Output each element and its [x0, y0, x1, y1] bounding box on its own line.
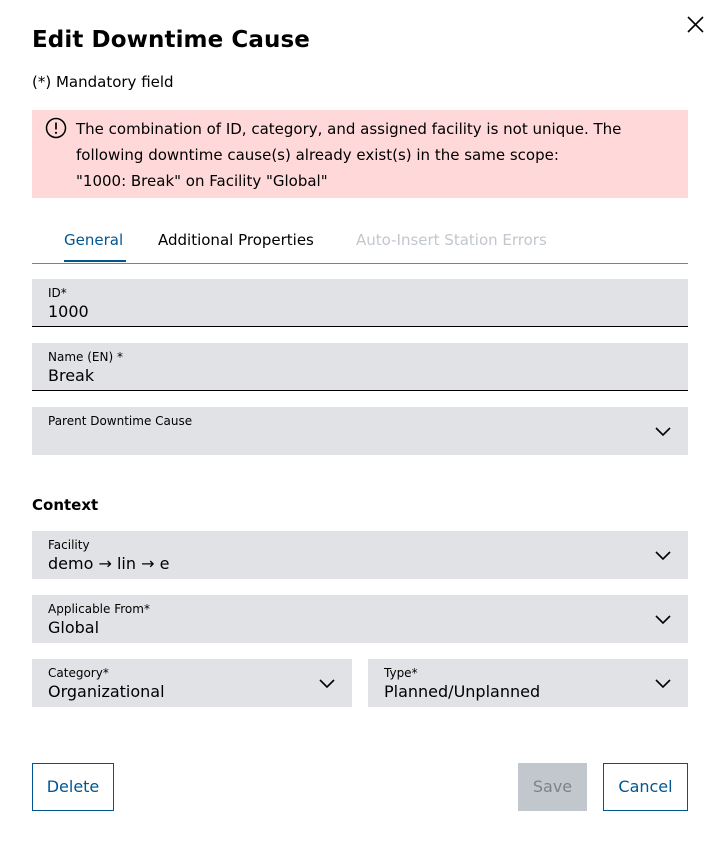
id-field[interactable]: [32, 279, 688, 327]
save-button: Save: [518, 763, 587, 811]
mandatory-field-note: (*) Mandatory field: [32, 73, 174, 91]
applicable-from-value: Global: [48, 618, 100, 637]
close-button[interactable]: [684, 14, 706, 36]
warning-circle-icon: [45, 117, 67, 139]
delete-button[interactable]: Delete: [32, 763, 114, 811]
context-heading: Context: [32, 496, 99, 514]
facility-select[interactable]: [32, 531, 688, 579]
tab-additional-properties[interactable]: Additional Properties: [158, 231, 314, 249]
alert-line: following downtime cause(s) already exist(s) in the same scope:: [76, 146, 559, 164]
type-label: Type*: [384, 666, 418, 680]
id-field-value: 1000: [48, 302, 89, 321]
facility-label: Facility: [48, 538, 90, 552]
close-icon: [684, 14, 706, 36]
applicable-from-label: Applicable From*: [48, 602, 150, 616]
chevron-down-icon: [318, 676, 336, 690]
category-label: Category*: [48, 666, 109, 680]
chevron-down-icon: [654, 548, 672, 562]
alert-line: "1000: Break" on Facility "Global": [76, 172, 328, 190]
alert-line: The combination of ID, category, and assigned facility is not unique. The: [76, 120, 622, 138]
chevron-down-icon: [654, 424, 672, 438]
dialog-title: Edit Downtime Cause: [32, 27, 310, 53]
tab-bar: [32, 222, 688, 264]
category-value: Organizational: [48, 682, 165, 701]
category-select[interactable]: [32, 659, 352, 707]
error-alert: [32, 110, 688, 198]
chevron-down-icon: [654, 612, 672, 626]
name-field-value: Break: [48, 366, 95, 385]
parent-downtime-cause-select[interactable]: [32, 407, 688, 455]
tab-general[interactable]: General: [64, 231, 124, 249]
alert-message: [76, 116, 676, 194]
facility-value: demo → lin → e: [48, 554, 170, 573]
chevron-down-icon: [654, 676, 672, 690]
type-value: Planned/Unplanned: [384, 682, 541, 701]
name-field[interactable]: [32, 343, 688, 391]
id-field-label: ID*: [48, 286, 67, 300]
name-field-label: Name (EN) *: [48, 350, 123, 364]
parent-downtime-cause-label: Parent Downtime Cause: [48, 414, 193, 428]
type-select[interactable]: [368, 659, 688, 707]
active-tab-indicator: [64, 260, 126, 262]
tab-auto-insert-station-errors: Auto-Insert Station Errors: [356, 231, 547, 249]
cancel-button[interactable]: Cancel: [603, 763, 688, 811]
applicable-from-select[interactable]: [32, 595, 688, 643]
